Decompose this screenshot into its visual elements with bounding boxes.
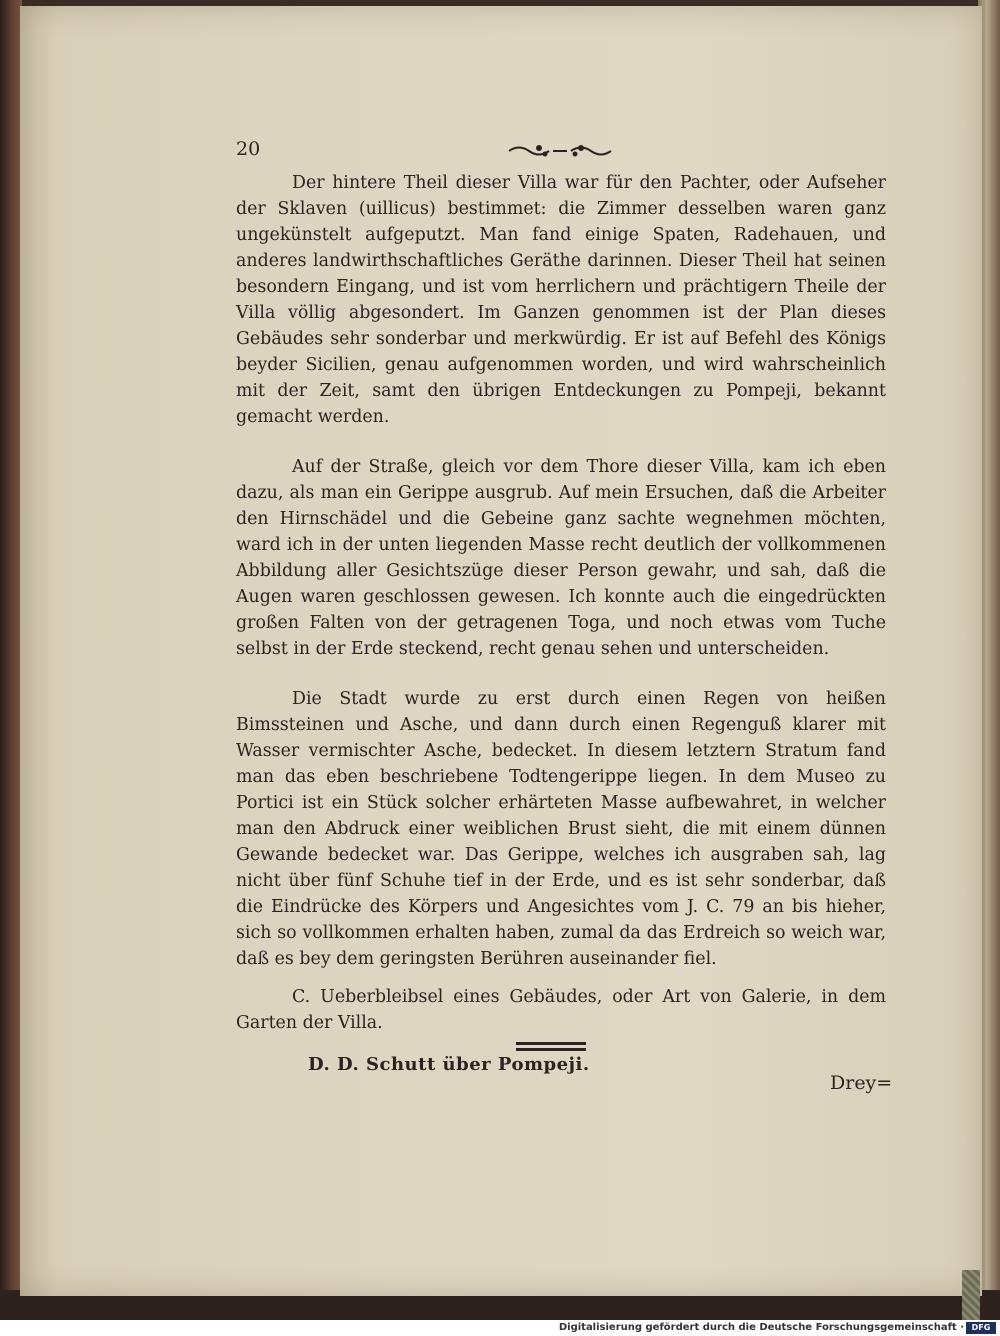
paragraph-2: Auf der Straße, gleich vor dem Thore dieser Villa, kam ich eben dazu, als man ein Gerippe ausgrub. Auf mein Ersuchen, daß die Arbeiter den Hirnschädel und die Gebeine ganz sachte wegnehmen möchten, ward ich in der unten liegenden Masse recht deutlich der vollkommenen Abbildung aller Gesichtszüge dieser Person gewahr, und sah, daß die Augen waren geschlossen gewesen. Ich konnte auch die eingedrückten großen Falten von der getragenen Toga, und noch etwas vom Tuche selbst in der Erde steckend, recht genau sehen und unterscheiden.: [236, 457, 886, 659]
caption-c: C. Ueberbleibsel eines Gebäudes, oder Art von Galerie, in dem Garten der Villa.: [236, 987, 886, 1033]
book-edge-left: [0, 0, 22, 1336]
digitization-footer: Digitalisierung gefördert durch die Deutsche Forschungsgemeinschaft ·: [0, 1320, 1000, 1336]
section-rule: [516, 1042, 586, 1054]
ornament-icon: [505, 140, 615, 162]
page-number: 20: [236, 138, 261, 160]
paragraph-1: Der hintere Theil dieser Villa war für den Pachter, oder Aufseher der Sklaven (uillicus) bestimmet: die Zimmer desselben waren ganz ungekünstelt aufgeputzt. Man fand einige Spaten, Radehauen, und anderes landwirthschaftliches Geräthe darinnen. Dieser Theil hat seinen besondern Eingang, und ist vom herrlichern und prächtigern Theile der Villa völlig abgesondert. Im Ganzen genommen ist der Plan dieses Gebäudes sehr sonderbar und merkwürdig. Er ist auf Befehl des Königs beyder Sicilien, genau aufgenommen worden, und wird wahrscheinlich mit der Zeit, samt den übrigen Entdeckungen zu Pompeji, bekannt gemacht werden.: [236, 173, 886, 427]
catchword: Drey=: [830, 1072, 893, 1094]
caption-d: D. D. Schutt über Pompeji.: [308, 1054, 590, 1075]
body-text: [236, 170, 886, 1078]
paragraph-3: Die Stadt wurde zu erst durch einen Regen von heißen Bimssteinen und Asche, und dann durch einen Regenguß klarer mit Wasser vermischter Asche, bedecket. In diesem letztern Stratum fand man das eben beschriebene Todtengerippe liegen. In dem Museo zu Portici ist ein Stück solcher erhärteten Masse aufbewahret, in welcher man den Abdruck einer weiblichen Brust sieht, die mit einem dünnen Gewande bedecket war. Das Gerippe, welches ich ausgraben sah, lag nicht über fünf Schuhe tief in der Erde, und es ist sehr sonderbar, daß die Eindrücke des Körpers und Angesichtes vom J. C. 79 an bis hieher, sich so vollkommen erhalten haben, zumal da das Erdreich so weich war, daß es bey dem geringsten Berühren auseinander fiel.: [236, 689, 886, 969]
dfg-logo: DFG: [966, 1322, 996, 1334]
